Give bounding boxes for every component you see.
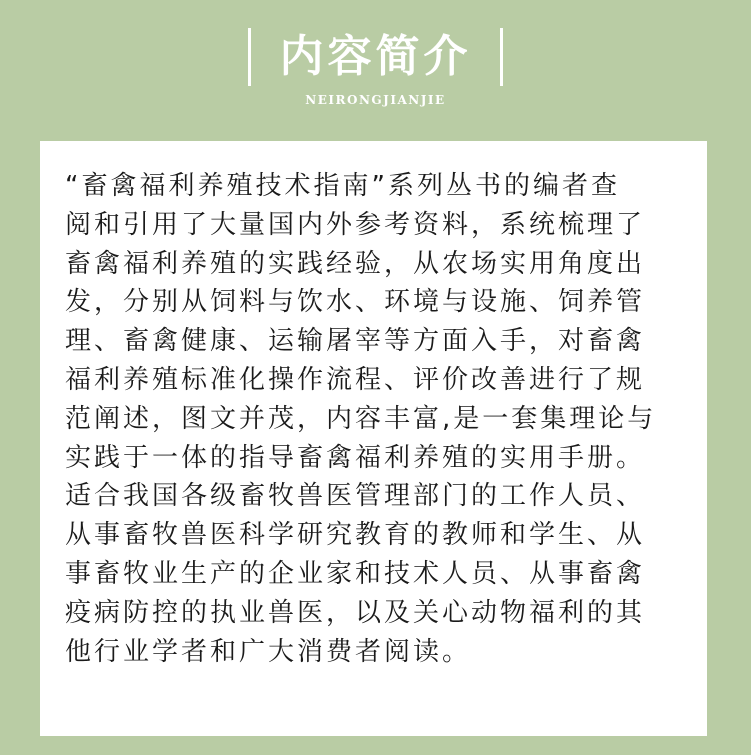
- page-subtitle: NEIRONGJIANJIE: [305, 93, 446, 107]
- title-frame: [248, 28, 503, 88]
- page-title: 内容简介: [279, 31, 472, 82]
- content-panel: [40, 141, 707, 736]
- intro-paragraph: “畜禽福利养殖技术指南”系列丛书的编者查 阅和引用了大量国内外参考资料，系统梳理了 畜禽福利养殖的实践经验，从农场实用角度出 发，分别从饲料与饮水、环境与设施、饲养管 理、畜禽健康、运输屠宰等方面入手，对畜禽 福利养殖标准化操作流程、评价改善进行了规 范阐述，图文并茂，内容丰富,是一套集理论与 实践于一体的指导畜禽福利养殖的实用手册。 适合我国各级畜牧兽医管理部门的工作人员、 从事畜牧兽医科学研究教育的教师和学生、从 事畜牧业生产的企业家和技术人员、从事畜禽 疫病防控的执业兽医，以及关心动物福利的其 他行业学者和广大消费者阅读。: [65, 171, 657, 667]
- title-left-bar: [248, 28, 251, 86]
- header: [0, 0, 751, 130]
- title-right-bar: [500, 28, 503, 86]
